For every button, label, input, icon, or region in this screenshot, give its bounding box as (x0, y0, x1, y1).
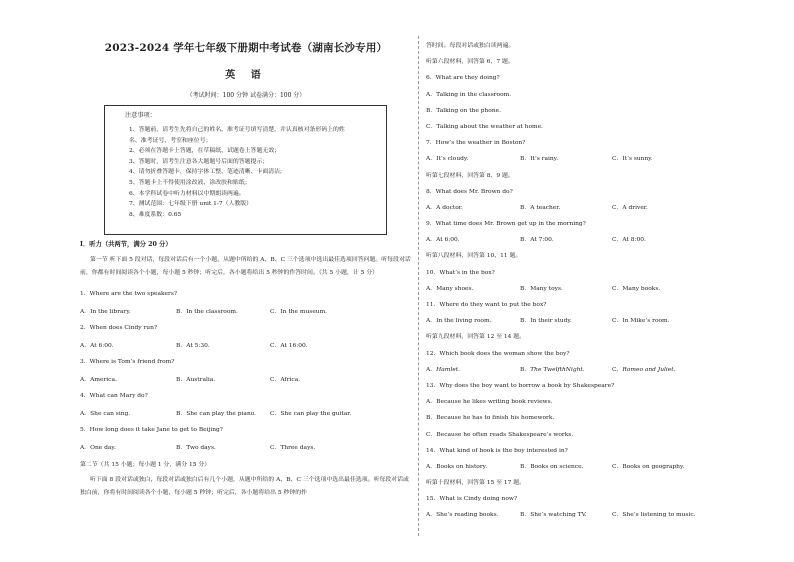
option-b: B．It’s rainy. (520, 156, 559, 163)
part1-intro: 第一节 听下面 5 段对话，每段对话后有一个小题，从题中所给的 A、B、C 三个选项中选出最佳选项回答问题。听每段对话前，你都有时间阅读各个小题，每小题 5 秒钟；听完后，各小题将给出 5 秒钟的作答时间。（共 5 小题，计 5 分） (80, 257, 411, 276)
option-letter: A． (426, 366, 437, 373)
options-row (426, 151, 726, 167)
question: 11．Where do they want to put the box? (426, 302, 547, 308)
option-b (520, 362, 585, 378)
subject-title: 英 语 (225, 70, 267, 81)
option-b: B．Two days. (176, 445, 216, 451)
option-c: C．At 8:00. (612, 237, 646, 244)
material-instruction: 听第六段材料，回答第 6、7 题。 (426, 59, 514, 66)
option-letter: B． (520, 366, 531, 373)
option-c: C．Three days. (270, 445, 316, 451)
option-text: The TwelfthNight. (530, 366, 585, 373)
exam-title: 2023-2024 学年七年级下册期中考试卷（湖南长沙专用） (104, 42, 388, 54)
question: 10．What’s in the box? (426, 269, 495, 276)
options-row (426, 232, 726, 248)
notice-item: 2、必须在答题卡上答题，在草稿纸、试题卷上答题无效； (129, 148, 281, 155)
question: 9．What time does Mr. Brown get up in the morning? (426, 221, 586, 228)
option-a: A．At 6:00. (80, 343, 114, 349)
option-a: A．At 6:00. (426, 237, 460, 244)
option-c: C．In the museum. (270, 309, 328, 315)
options-row (80, 306, 412, 314)
question: 4．What can Mary do? (80, 393, 148, 399)
option-b: B．Because he has to finish his homework. (426, 415, 555, 422)
option-c: C．Africa. (270, 377, 301, 383)
option-b: B．In the classroom. (176, 309, 238, 315)
question: 8．What does Mr. Brown do? (426, 188, 513, 195)
options-row (426, 459, 726, 475)
option-b: B．Talking on the phone. (426, 107, 501, 114)
material-instruction: 听第九段材料，回答第 12 至 14 题。 (426, 334, 526, 341)
part2-intro-continued: 答时间。每段对话或独白读两遍。 (426, 43, 515, 49)
option-b: B．She can play the piano. (176, 411, 257, 417)
option-c: C．In Mike’s room. (612, 318, 670, 325)
column-divider (418, 36, 419, 536)
question: 5．How long does it take Jane to get to Beijing? (80, 427, 223, 433)
option-a: A．In the library. (80, 309, 131, 315)
notice-item: 名、准考证号、考室和座位号； (129, 137, 212, 144)
notice-item: 4、请勿折叠答题卡，保持字体工整、笔迹清晰、卡面清洁; (129, 169, 282, 176)
right-column (426, 38, 726, 524)
option-a (426, 362, 460, 378)
options-row (80, 340, 412, 348)
option-a: A．She can sing. (80, 411, 131, 417)
option-a: A．America. (80, 377, 117, 383)
option-c: C．A driver. (612, 204, 648, 211)
notice-item: 1、答题前，请考生先将自己的姓名、准考证号填写清楚，并认真核对条形码上的姓 (129, 127, 345, 133)
question: 14．What kind of book is the boy interested in? (426, 447, 568, 454)
option-b: B．She’s watching TV. (520, 512, 587, 519)
option-letter: C． (612, 366, 623, 373)
options-row (426, 313, 726, 329)
notice-item: 7、测试范围：七年级下册 unit 1-7（人教版） (129, 201, 253, 208)
option-b: B．Australia. (176, 377, 216, 383)
option-c: C．Because he often reads Shakespeare’s works. (426, 431, 574, 438)
option-a: A．Talking in the classroom. (426, 91, 512, 98)
material-instruction: 听第七段材料，回答第 8、9 题。 (426, 172, 514, 179)
part2-intro: 听下面 8 段对话或独白，每段对话或独白后有几个小题，从题中所给的 A、B、C 三个选项中选出最佳选项。听每段对话或独白前，你将有时间阅读各个小题，每小题 5 秒钟；听完后，各小题将给出 5 秒钟的作 (80, 477, 409, 496)
option-b: B．Many toys. (520, 285, 563, 292)
option-c: C．It’s sunny. (612, 156, 653, 163)
options-row (80, 374, 412, 382)
question: 13．Why does the boy want to borrow a book by Shakespeare? (426, 382, 615, 389)
notice-item: 8、难度系数：0.65 (129, 211, 182, 218)
options-row (426, 200, 726, 216)
question: 7．How’s the weather in Boston? (426, 140, 526, 147)
option-a: A．It’s cloudy. (426, 156, 469, 163)
options-row (80, 408, 412, 416)
option-text: Romeo and Juliet. (622, 366, 676, 373)
notice-box (104, 105, 387, 235)
option-a: A．In the living room. (426, 318, 492, 325)
question: 1．Where are the two speakers? (80, 291, 178, 297)
option-b: B．A teacher. (520, 204, 561, 211)
option-a: A．A doctor. (426, 204, 463, 211)
option-b: B．In their study. (520, 318, 572, 325)
part2-heading: 第二节（共 15 小题；每小题 1 分，满分 15 分） (80, 462, 211, 468)
question: 15．What is Cindy doing now? (426, 496, 518, 503)
options-row (426, 507, 726, 523)
option-a: A．One day. (80, 445, 116, 451)
option-b: B．Books on science. (520, 463, 584, 470)
option-a: A．Books on history. (426, 463, 488, 470)
option-c: C．She can play the guitar. (270, 411, 352, 417)
left-column (80, 38, 412, 500)
option-c: C．She’s listening to music. (612, 512, 696, 519)
question: 2．When does Cindy run? (80, 325, 158, 331)
options-row (426, 281, 726, 297)
option-c: C．Books on geography. (612, 463, 685, 470)
material-instruction: 听第十段材料，回答第 15 至 17 题。 (426, 480, 526, 487)
notice-item: 5、答题卡上不得使用涂改液、涂改胶和贴纸； (129, 179, 251, 186)
options-row (426, 362, 726, 378)
material-instruction: 听第八段材料，回答第 10、11 题。 (426, 253, 522, 260)
options-row (80, 442, 412, 450)
option-c (612, 362, 675, 378)
notice-item: 3、答题时，请考生注意各大题题号后面的答题提示； (129, 158, 269, 165)
option-a: A．Many shoes. (426, 285, 474, 292)
option-b: B．At 7:00. (520, 237, 554, 244)
notice-heading: 注意事项： (125, 112, 156, 119)
option-a: A．She’s reading books. (426, 512, 499, 519)
option-a: A．Because he likes writing book reviews. (426, 399, 553, 406)
option-c: C．At 16:00. (270, 343, 308, 349)
option-text: Hamlet. (436, 366, 461, 373)
question: 3．Where is Tom’s friend from? (80, 359, 175, 365)
section-heading: Ⅰ．听力（共两节，满分 20 分） (80, 241, 172, 248)
question: 12．Which book does the woman show the boy? (426, 350, 570, 357)
notice-item: 6、本学科试卷中听力材料以中期朗读两遍。 (129, 190, 245, 197)
exam-info: （考试时间：100 分钟 试卷满分：100 分） (186, 92, 306, 99)
option-c: C．Many books. (612, 285, 661, 292)
option-c: C．Talking about the weather at home. (426, 123, 543, 130)
option-b: B．At 5:30. (176, 343, 210, 349)
question: 6．What are they doing? (426, 75, 500, 82)
